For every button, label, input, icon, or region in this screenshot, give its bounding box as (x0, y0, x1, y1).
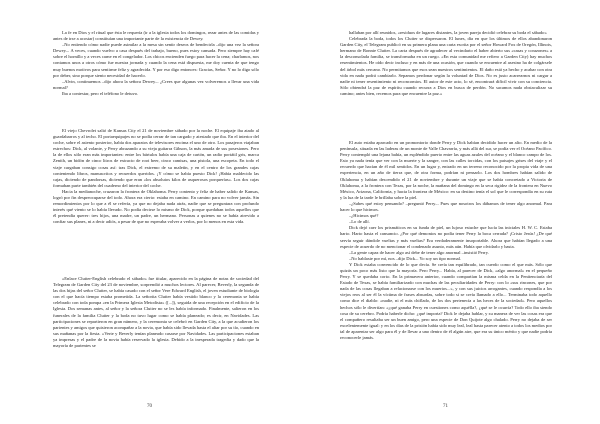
paragraph: Iba a contestar, pero el teléfono le detuvo. (62, 90, 139, 96)
left-page-text (53, 30, 259, 97)
paragraph: «Enlace Clutter-English celebrado el sábado» fue titular, aparecido en la página de notas de sociedad del Telegram de Garden City del 23 de noviembre, sorprendió a muchos lectores. Al parecer, Beverly, la segunda de las dos hijas del señor Clutter, se había casado con el señor Vere Edward English, el joven estudiante de biología con el que hacía tiempo estaba prometida. La señorita Clutter había vestido blanco y la ceremonia se había celebrado con toda pompa «en la Primera Iglesia Metodista» ([...]), seguida de una recepción en el edificio de la Iglesia. Dos semanas antes, al señor y la señora Clutter no se les había informado. Finalmente, salieron en los funerales de la familia Clutter y la boda no tuvo lugar como se había planeado; es decir, en Navidades. Las participaciones se repartieron en gran número, y la ceremonia se celebró en Garden City, a la que acudieron los parientes y amigos que quisieron acompañar a la novia, que había sido llevada hasta el altar por su tío, cuando en sus mañanas por la fiesta. «Verte y Beverly tenían planeado casarse por Navidades. Las participaciones estaban ya impresas y el padre de la novia había reservado la iglesia. Debido a la inesperada tragedia y dado que la mayoría de parientes se (53, 276, 259, 349)
paragraph: Celebrada la boda, todos los Clutter se dispersaron. El lunes, día en que los últimos de ellos abandonaron Garden City, el Telegram publicó en su primera plana una carta escrita por el señor Howard Fox de Oregón, Illinois, hermano de Bonnie Clutter. La carta después de agradecer al vecindario el haber abierto sus «casas y corazones» a la desconsolada familia, se transformaba en un ruego. «En esta comunidad me refiero a Garden City) hay muchos resentimientos. He oído decir incluso y en más de una ocasión, que cuando se encuentre al asesino ha de colgársele del árbol más cercano. No permitamos que esos sean nuestros sentimientos. El daño está ya hecho y acabar con otra vida en nada podrá cambiarlo. Sepamos perdonar según la voluntad de Dios. No es justo acarrearnos ni cargar a nadie ni tener resentimiento ni reconcomios. El autor de este acto, lo sé, encontrará difícil vivir con su conciencia. Sólo obtendrá la paz de espíritu cuando recurra a Dios en busca de perdón. No sacamos nada obstaculizar su camino; antes bien, recemos para que encuentre la paz.» (340, 36, 552, 96)
paragraph: El viejo Chevrolet salió de Kansas City el 21 de noviembre sábado por la noche. El equipaje iba atado al guardabarros y al techo. El portaequipajes no se podía cerrar de tan cargado y atestado que iba. En el interior del coche, sobre el asiento posterior, había dos aparatos de televisores encima el uno de otro. Los pasajeros viajaban estrechos: Dick, al volante, y Perry abrazando a su vieja guitarra Gibson, la más amada de sus posesiones. Pero la de ellos sólo eran más importantes: entre los bártulos había una caja de cartón, un radio portátil gris, marca Zenith, un bidón de cinco litros de extracto de root beer, cinco camisas, una pistola, una escopeta. En todo el viaje cargaban consigo cosas así: tras Dick, el extremo de su maletín, y en el centro de los grandes cajas conteniendo libros, manuscritos y recuerdos queridos. ¡Y cómo se había puesto Dick! ¡Había maldecido las cajas, diciendo de pandorsas, diciendo que eran «los absolutos kilos de asquerosos porquerías». Los dos cajas formaban parte también del cuaderno del interior del coche. (53, 128, 259, 188)
paragraph: Y Dick estaba convencido de lo que decía. Se creía tan equilibrado, tan cuerdo como el que más. Sólo que quizás un poco más listo que la mayoría. Pero Perry... Había, al parecer de Dick, «algo anormal» en el pequeño Perry. Y se quedaba corto. En la primavera anterior, cuando compartían la misma celda en la Penitenciaría del Estado de Texas, se había familiarizado con muchas de las peculiaridades de Perry: con lo «sus rincones, que por nada de las cosas llegaban a relacionarse con los muertos...», y con sus juicios arrogantes, cuando respondía a los viejos reos al ser él la víctima de frases absurdas, sobre todo si se creía llamado a ello... Terminaba todo aquello como dice el diablo: «nadie, ni el más chiflado, de los dos pertenecía a las heces de la sociedad». Pero aquellos hechos sólo le divertían: «¿qué ganaba Perry en cuestiones como aquélla?, ¿qué se le ocurría? Todo ello iba siendo cosa de su cerebro. Podría haberle dicho: ¿qué importa? Dick le dejaba hablar, y su manera de ver las cosas era que el compañero resultaba ser un buen amigo, pero una especie de Don Quijote algo chalado. Perry no dejaba de ser excelentemente igual: y en los días de la prisión había sido muy leal, leal hasta parecer atento a todos los medios por tal de aparentar ser algo para él y de llevar a uno dentro de él algún aire, que era su único mérito y que nadie podría reconocerle jamás. (340, 261, 552, 340)
right-page-text (340, 30, 552, 97)
paragraph: –¿Hicimos qué? (349, 213, 379, 219)
left-page-text (53, 128, 259, 226)
paragraph: –Alvin, continuemos –dijo ahora la señora Dewey–. ¿Crees que algunas vez volveremos a llevar una vida normal? (53, 78, 259, 90)
paragraph: –La gente capaz de hacer algo así debe de tener algo anormal –insistió Perry. (349, 249, 489, 255)
paragraph: La fe en Dios y el ritual que ésta le requería (ir a la iglesia todos los domingos, rezar antes de las comidas y antes de irse a acostar) constituían una importante parte de la existencia de Dewey. (53, 30, 259, 42)
paragraph: El auto estaba aparcado en un promontorio donde Perry y Dick habían decidido hacer un alto. En medio de la península, situada en las laderas de un monte de Valle Chavarría, y más allá del sur, se podía ver el Océano Pacífico. Perry contempló una lejana bahía, un espléndido puerto entre las aguas azules del océano y el blanco campo de los. Esto ya nada tenía que ver con la muerte y la sangre, con las calles torcidas, con los paisajes grises del viaje y el recuerdo que hacían de él mil sentidos. En un lugar y, entrado en un terreno reconocido por la propia vida de una experiencia, en un año de tierra que, de otra forma, podrían ni pensarlo. Los dos hombres habían salido de Oklahoma y habían descendido el 21 de noviembre y durante un viaje que se había concretado a Victoria de Oklahoma, a la frontera con Texas, por la noche, la mañana del domingo en la seca rigidez de la frontera en Nuevo México, Arizona, California, y hacia la frontera de México: en su destino tenía el sol que le correspondía en su ruta y la luz de la tarde le brillaba sobre la piel. (340, 140, 552, 200)
paragraph: hallaban por allí reunidos, «residuos de lugares distantes, la joven pareja decidió celebrar su boda el sábado» (349, 30, 547, 35)
left-page-text (53, 276, 259, 349)
paragraph: Hacia la medianoche, cruzaron la frontera de Oklahoma. Perry contento y feliz de haber salido de Kansas, logró por fin despreocuparse del todo. Ahora era cierto: estaba en camino. En camino para no volver jamás. Sin remordimientos por lo que a él se refería, ya que no dejaba nada atrás, nadie que se preguntara con profundo interés qué viento se lo había llevado. No podía decirse lo mismo de Dick, porque quedaban todos aquellos que él pretendía querer: tres hijos, una madre, un padre, un hermano. Personas a quienes no se había atrevido a confiar sus planes, ni a decir adiós, a pesar de que no esperaba volver a verlos, por lo menos en esta vida. (53, 188, 259, 225)
paragraph: –No entiendo cómo nadie puede asimilar a la mesa sin sentir deseos de bendecirla –dijo una vez la señora Dewey–. A veces, cuando vuelvo a casa después del trabajo, bueno, pues estoy cansada. Pero siempre hay café sobre el hornillo y a veces carne en el congelador. Los chicos encienden fuego para hacer la cena; charlamos, nos contamos unos a otros cómo fue nuestra jornada y cuando la cena está dispuesta, me doy cuenta de que tengo muy buenos motivos para sentirme feliz y agradecida. Y por eso digo entonces: Gracias, Señor. Y no lo digo sólo por deber, sino porque siento necesidad de hacerlo. (53, 42, 259, 78)
right-page (300, 0, 600, 424)
paragraph: Dick dejó caer los prismáticos en su funda de piel, un lujoso estuche que lucía las iniciales H. W. C. Estaba harto. Harto hasta el cansancio. ¿Por qué demonios no podía tener Perry la boca cerrada? ¡Cristo Jesús! ¿De qué servía seguir dándole vueltas y más vueltas? Era verdaderamente insoportable. Ahora que habían llegado a una especie de acuerdo de no mencionar el condenado asunto, más aún. Había que olvidarlo y basta. (340, 225, 552, 249)
page-number: 70 (147, 404, 152, 409)
right-page-text (340, 140, 552, 341)
paragraph: –Lo de allí. (349, 219, 370, 225)
paragraph: –¿Sabes qué estoy pensando? –preguntó Perry–. Pues que nosotros los dábamos de tener algo anormal. Para hacer lo que hicimos. (340, 200, 552, 213)
paragraph: –No hablaste por mí, nos –dijo Dick–. Yo soy un tipo normal. (349, 255, 462, 261)
page-number: 71 (443, 404, 448, 409)
